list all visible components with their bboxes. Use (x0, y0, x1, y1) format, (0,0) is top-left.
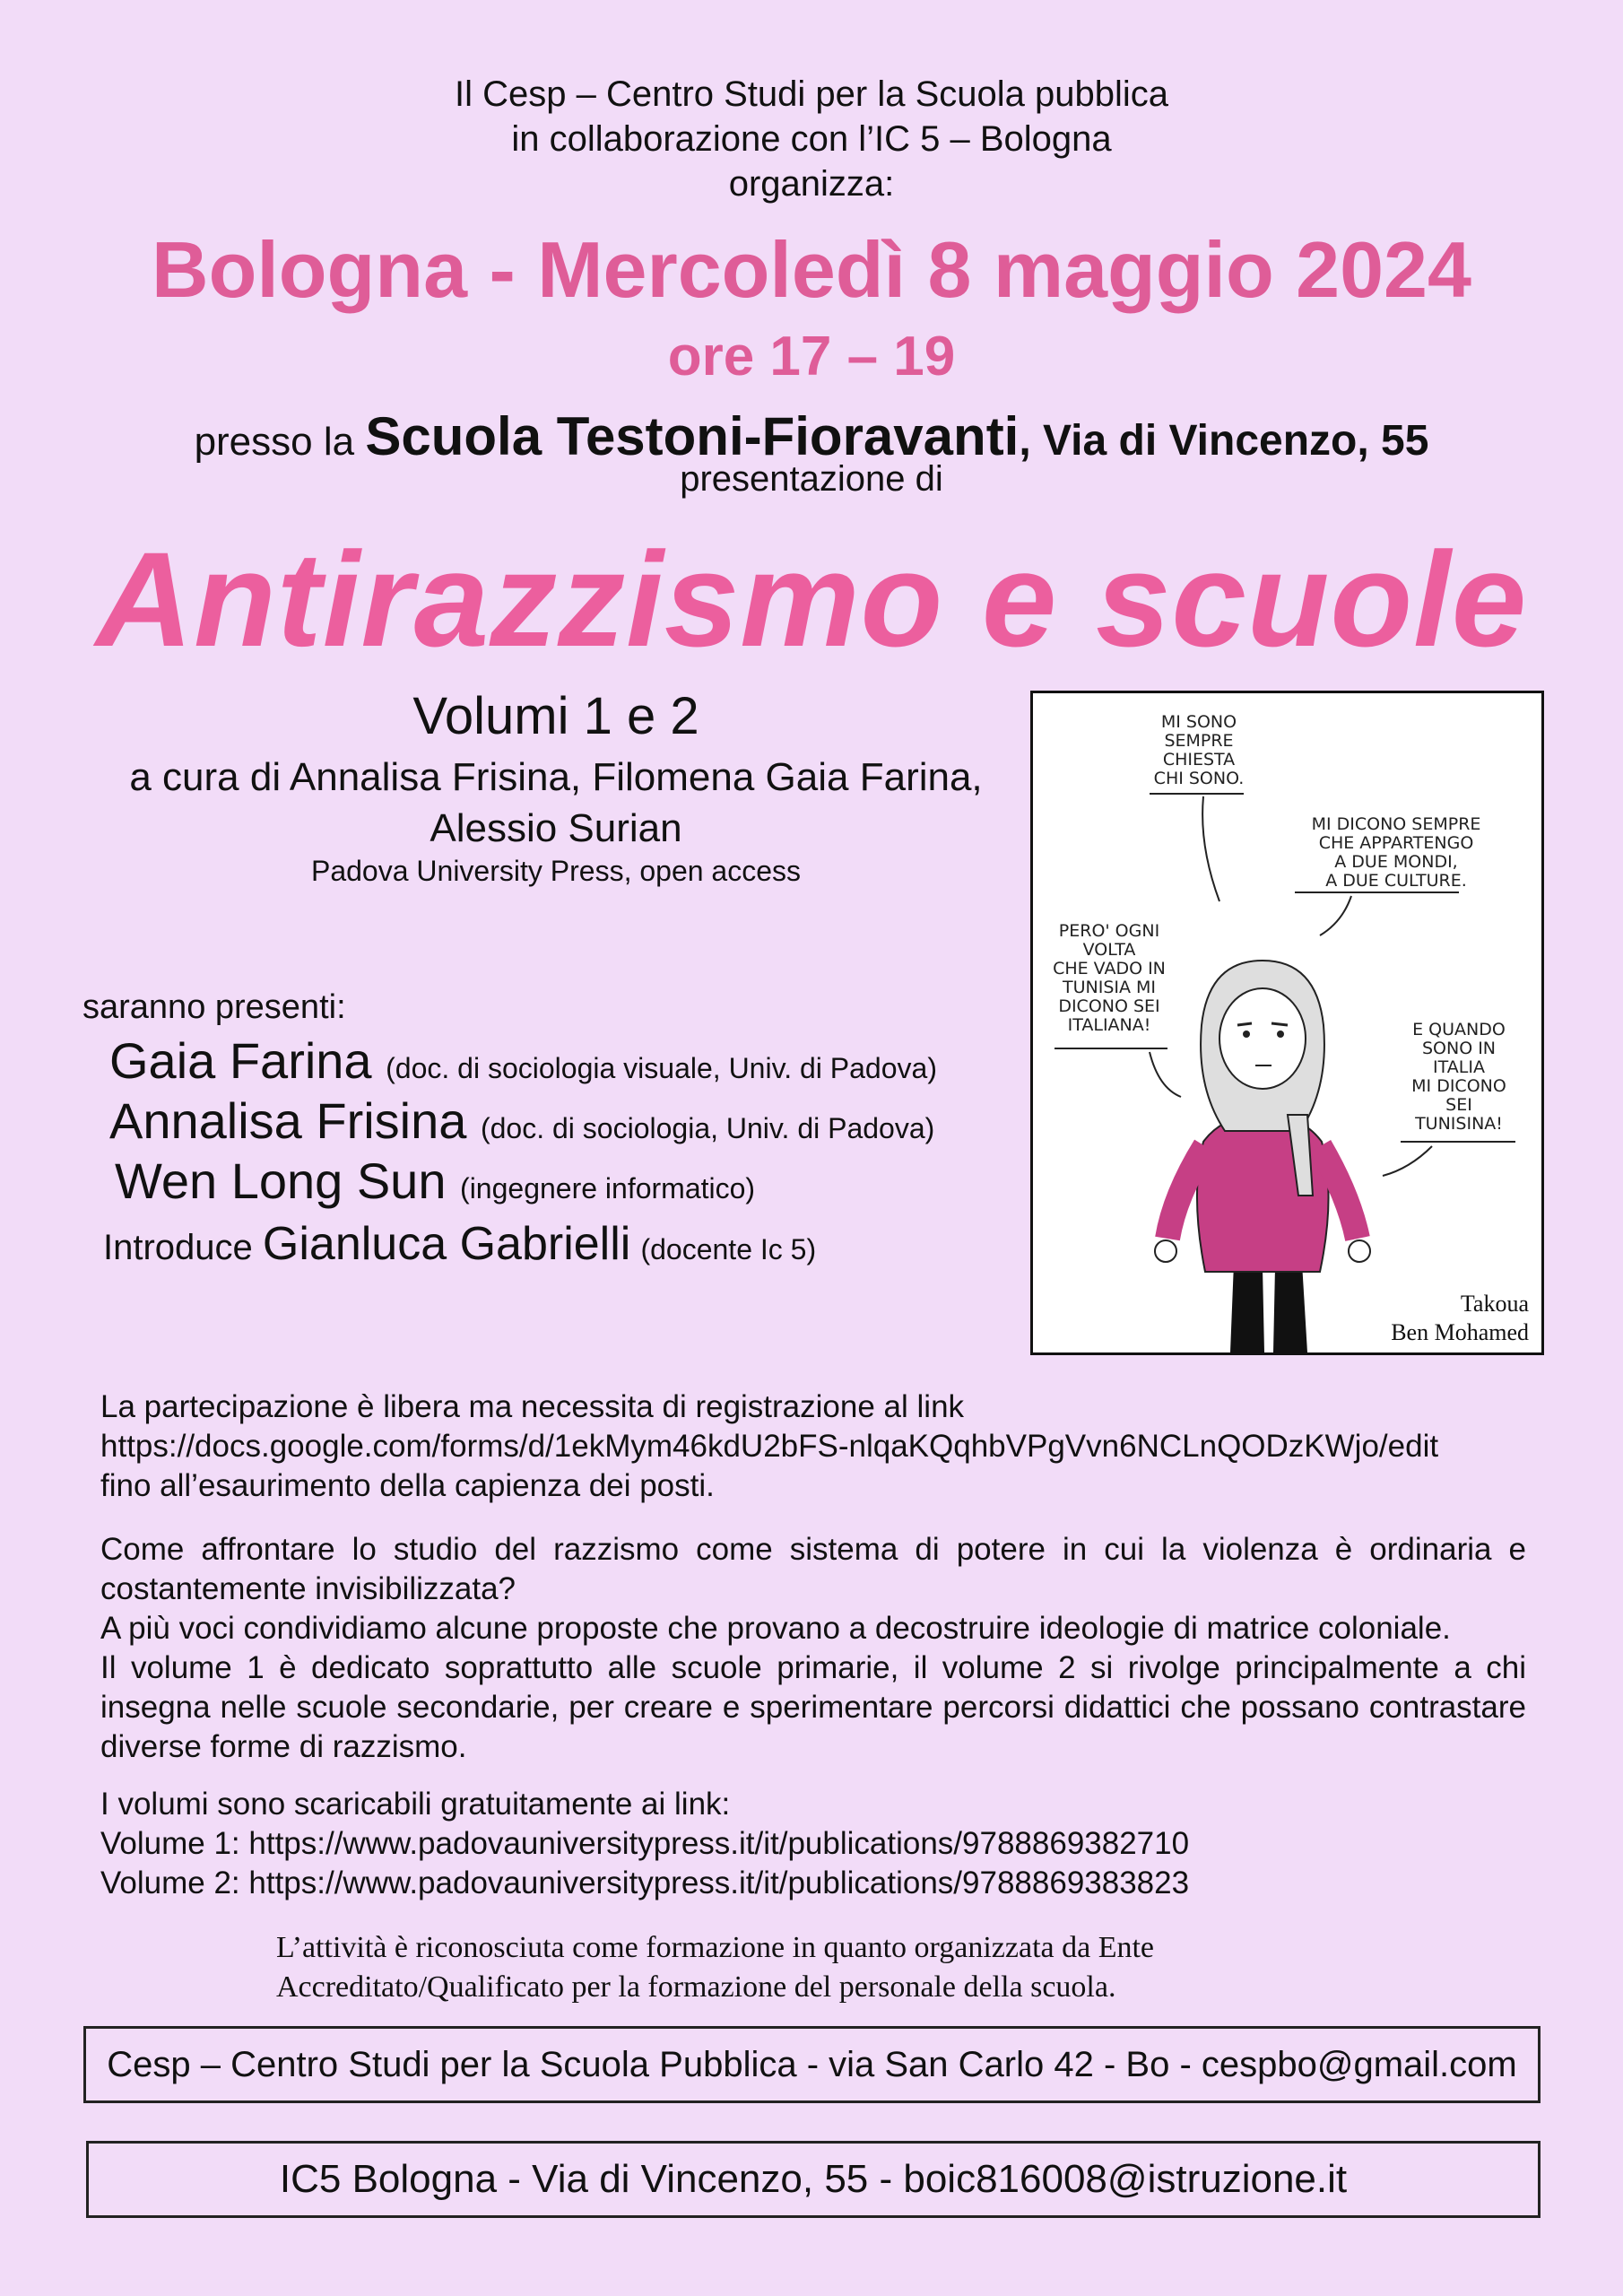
speaker-role: (doc. di sociologia, Univ. di Padova) (480, 1112, 935, 1144)
description (100, 1530, 1526, 1767)
downloads (100, 1785, 1526, 1903)
speaker-name: Wen Long Sun (115, 1152, 447, 1209)
venue-school: Scuola Testoni-Fioravanti (365, 406, 1020, 466)
ic5-contact-box: IC5 Bologna - Via di Vincenzo, 55 - boic816008@istruzione.it (86, 2141, 1541, 2218)
registration-line-3: fino all’esaurimento della capienza dei posti. (100, 1468, 715, 1503)
accreditation-line-2: Accreditato/Qualificato per la formazione del personale della scuola. (276, 1970, 1116, 2004)
event-time: ore 17 – 19 (667, 326, 956, 387)
event-date: Bologna - Mercoledì 8 maggio 2024 (152, 225, 1471, 314)
cartoon-drawing (1033, 693, 1541, 1352)
speaker-name: Gaia Farina (109, 1032, 372, 1089)
speaker-name: Annalisa Frisina (109, 1092, 467, 1149)
cartoon-illustration (1030, 691, 1544, 1355)
description-line: A più voci condividiamo alcune proposte che provano a decostruire ideologie di matrice coloniale. (100, 1611, 1451, 1646)
registration-link[interactable]: https://docs.google.com/forms/d/1ekMym46kdU2bFS-nlqaKQqhbVPgVvn6NCLnQODzKWjo/edit (100, 1429, 1439, 1464)
event-venue (0, 405, 1623, 467)
credit-line-2: Ben Mohamed (1391, 1319, 1529, 1345)
intro-prefix: Introduce (103, 1228, 253, 1267)
speaker-intro (103, 1217, 816, 1271)
book-editors (72, 752, 1040, 854)
accreditation-line-1: L’attività è riconosciuta come formazione in quanto organizzata da Ente (276, 1931, 1155, 1964)
speech-bubble-1: MI SONO SEMPRE CHIESTA CHI SONO. (1153, 712, 1245, 788)
volume-2-link[interactable]: Volume 2: https://www.padovauniversitypress.it/it/publications/9788869383823 (100, 1866, 1190, 1900)
description-line: costantemente invisibilizzata? (100, 1571, 516, 1606)
speech-bubble-3: PERO' OGNI VOLTA CHE VADO IN TUNISIA MI DICONO SEI ITALIANA! (1053, 921, 1166, 1035)
speech-bubble-4: E QUANDO SONO IN ITALIA MI DICONO SEI TUNISINA! (1411, 1020, 1506, 1134)
cartoon-credit (1391, 1290, 1529, 1347)
speaker-2 (109, 1091, 934, 1150)
editors-line-1: a cura di Annalisa Frisina, Filomena Gaia Farina, (129, 755, 983, 799)
speaker-3 (115, 1152, 755, 1210)
speaker-role: (ingegnere informatico) (460, 1172, 756, 1205)
organizer-line-1: Il Cesp – Centro Studi per la Scuola pubblica (454, 74, 1168, 114)
organizer-line-2: in collaborazione con l’IC 5 – Bologna (511, 119, 1112, 159)
presentation-label: presentazione di (680, 459, 943, 499)
description-line: insegna nelle scuole secondarie, per creare e sperimentare percorsi didattici che possano contrastare (100, 1690, 1526, 1725)
speaker-1 (109, 1031, 937, 1090)
speaker-role: (doc. di sociologia visuale, Univ. di Padova) (386, 1052, 937, 1084)
cesp-contact-box: Cesp – Centro Studi per la Scuola Pubblica - via San Carlo 42 - Bo - cespbo@gmail.com (83, 2026, 1541, 2103)
intro-name: Gianluca Gabrielli (262, 1218, 631, 1270)
accreditation-note (276, 1928, 1154, 2007)
book-volumes: Volumi 1 e 2 (412, 687, 699, 745)
book-title: Antirazzismo e scuole (95, 524, 1528, 674)
downloads-intro: I volumi sono scaricabili gratuitamente ai link: (100, 1787, 731, 1822)
volume-1-link[interactable]: Volume 1: https://www.padovauniversitypress.it/it/publications/9788869382710 (100, 1826, 1190, 1861)
intro-role: (docente Ic 5) (640, 1233, 817, 1265)
book-publisher: Padova University Press, open access (310, 855, 802, 887)
speech-bubble-2: MI DICONO SEMPRE CHE APPARTENGO A DUE MONDI, A DUE CULTURE. (1311, 814, 1481, 891)
organizer-line-3: organizza: (728, 164, 895, 204)
speakers-label: saranno presenti: (82, 988, 346, 1026)
registration-line-1: La partecipazione è libera ma necessita di registrazione al link (100, 1389, 965, 1424)
credit-line-1: Takoua (1460, 1291, 1529, 1317)
registration-info (100, 1387, 1526, 1506)
description-line: Il volume 1 è dedicato soprattutto alle scuole primarie, il volume 2 si rivolge principalmente a chi (100, 1650, 1526, 1685)
description-line: Come affrontare lo studio del razzismo come sistema di potere in cui la violenza è ordinaria e (100, 1532, 1526, 1567)
description-line: diverse forme di razzismo. (100, 1729, 467, 1764)
venue-prefix: presso la (194, 420, 355, 464)
editors-line-2: Alessio Surian (430, 806, 682, 850)
venue-address: , Via di Vincenzo, 55 (1019, 417, 1429, 465)
organizer-header (0, 72, 1623, 206)
